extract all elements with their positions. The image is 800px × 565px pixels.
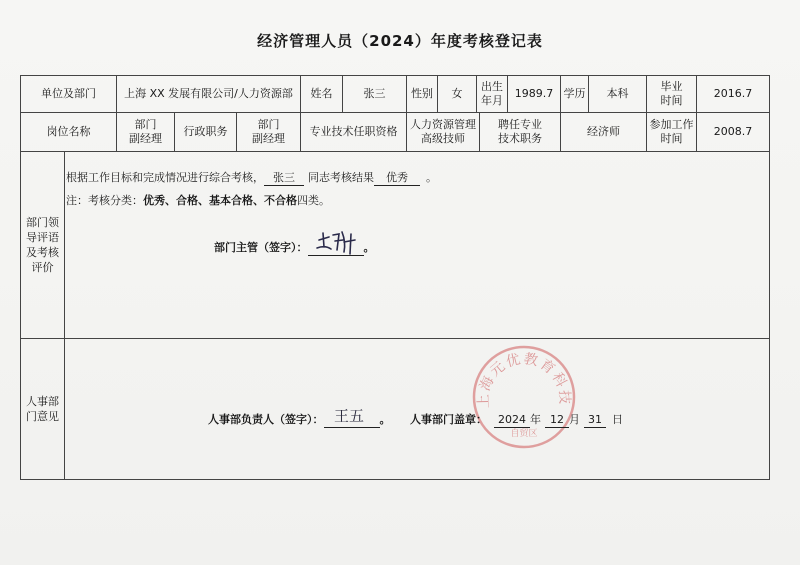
seal-year: 2024 xyxy=(494,413,530,428)
appointment-label: 聘任专业 技术职务 xyxy=(479,112,561,152)
birth-value: 1989.7 xyxy=(507,75,561,113)
graduation-label: 毕业 时间 xyxy=(646,75,697,113)
birth-label: 出生 年月 xyxy=(476,75,508,113)
education-label: 学历 xyxy=(560,75,589,113)
hr-seal-label: 人事部门盖章： xyxy=(410,413,487,426)
svg-text:上海元优教育科技: 上海元优教育科技 xyxy=(475,350,573,409)
work-start-value: 2008.7 xyxy=(696,112,770,152)
gender-value: 女 xyxy=(437,75,477,113)
unit-label: 单位及部门 xyxy=(20,75,117,113)
name-value: 张三 xyxy=(342,75,407,113)
work-start-label: 参加工作 时间 xyxy=(646,112,697,152)
supervisor-signature-line: 部门主管（签字）： 。 xyxy=(214,241,375,254)
svg-text:自贸区: 自贸区 xyxy=(510,429,538,439)
assessment-line: 根据工作目标和完成情况进行综合考核， 张三 同志考核结果 优秀 。 xyxy=(66,171,437,184)
unit-value: 上海 XX 发展有限公司/人力资源部 xyxy=(116,75,301,113)
dept-comment-side-label: 部门领 导评语 及考核 评价 xyxy=(20,151,65,339)
qualification-value: 人力资源管理 高级技师 xyxy=(406,112,480,152)
hr-seal-date: 2024 年 12 月 31 日 xyxy=(494,413,623,428)
admin-label: 行政职务 xyxy=(174,112,237,152)
qualification-label: 专业技术任职资格 xyxy=(300,112,407,152)
admin-value: 部门 副经理 xyxy=(236,112,301,152)
employee-name-fill: 张三 xyxy=(264,171,304,186)
company-seal-stamp xyxy=(465,338,583,456)
name-label: 姓名 xyxy=(300,75,343,113)
hr-opinion-side-label: 人事部 门意见 xyxy=(20,338,65,480)
classification-note: 注：考核分类：优秀、合格、基本合格、不合格四类。 xyxy=(66,194,330,207)
graduation-value: 2016.7 xyxy=(696,75,770,113)
hr-opinion-area xyxy=(64,338,770,480)
post-label: 岗位名称 xyxy=(20,112,117,152)
result-fill: 优秀 xyxy=(374,171,420,186)
appointment-value: 经济师 xyxy=(560,112,647,152)
seal-month: 12 xyxy=(545,413,569,428)
gender-label: 性别 xyxy=(406,75,438,113)
education-value: 本科 xyxy=(588,75,647,113)
hr-head-signature: 王五 xyxy=(334,407,365,425)
supervisor-signature xyxy=(313,228,361,258)
form-title: 经济管理人员（2024）年度考核登记表 xyxy=(257,32,543,50)
post-value: 部门 副经理 xyxy=(116,112,175,152)
seal-day: 31 xyxy=(584,413,606,428)
hr-head-signature-line: 人事部负责人（签字）： 。 xyxy=(208,413,391,426)
